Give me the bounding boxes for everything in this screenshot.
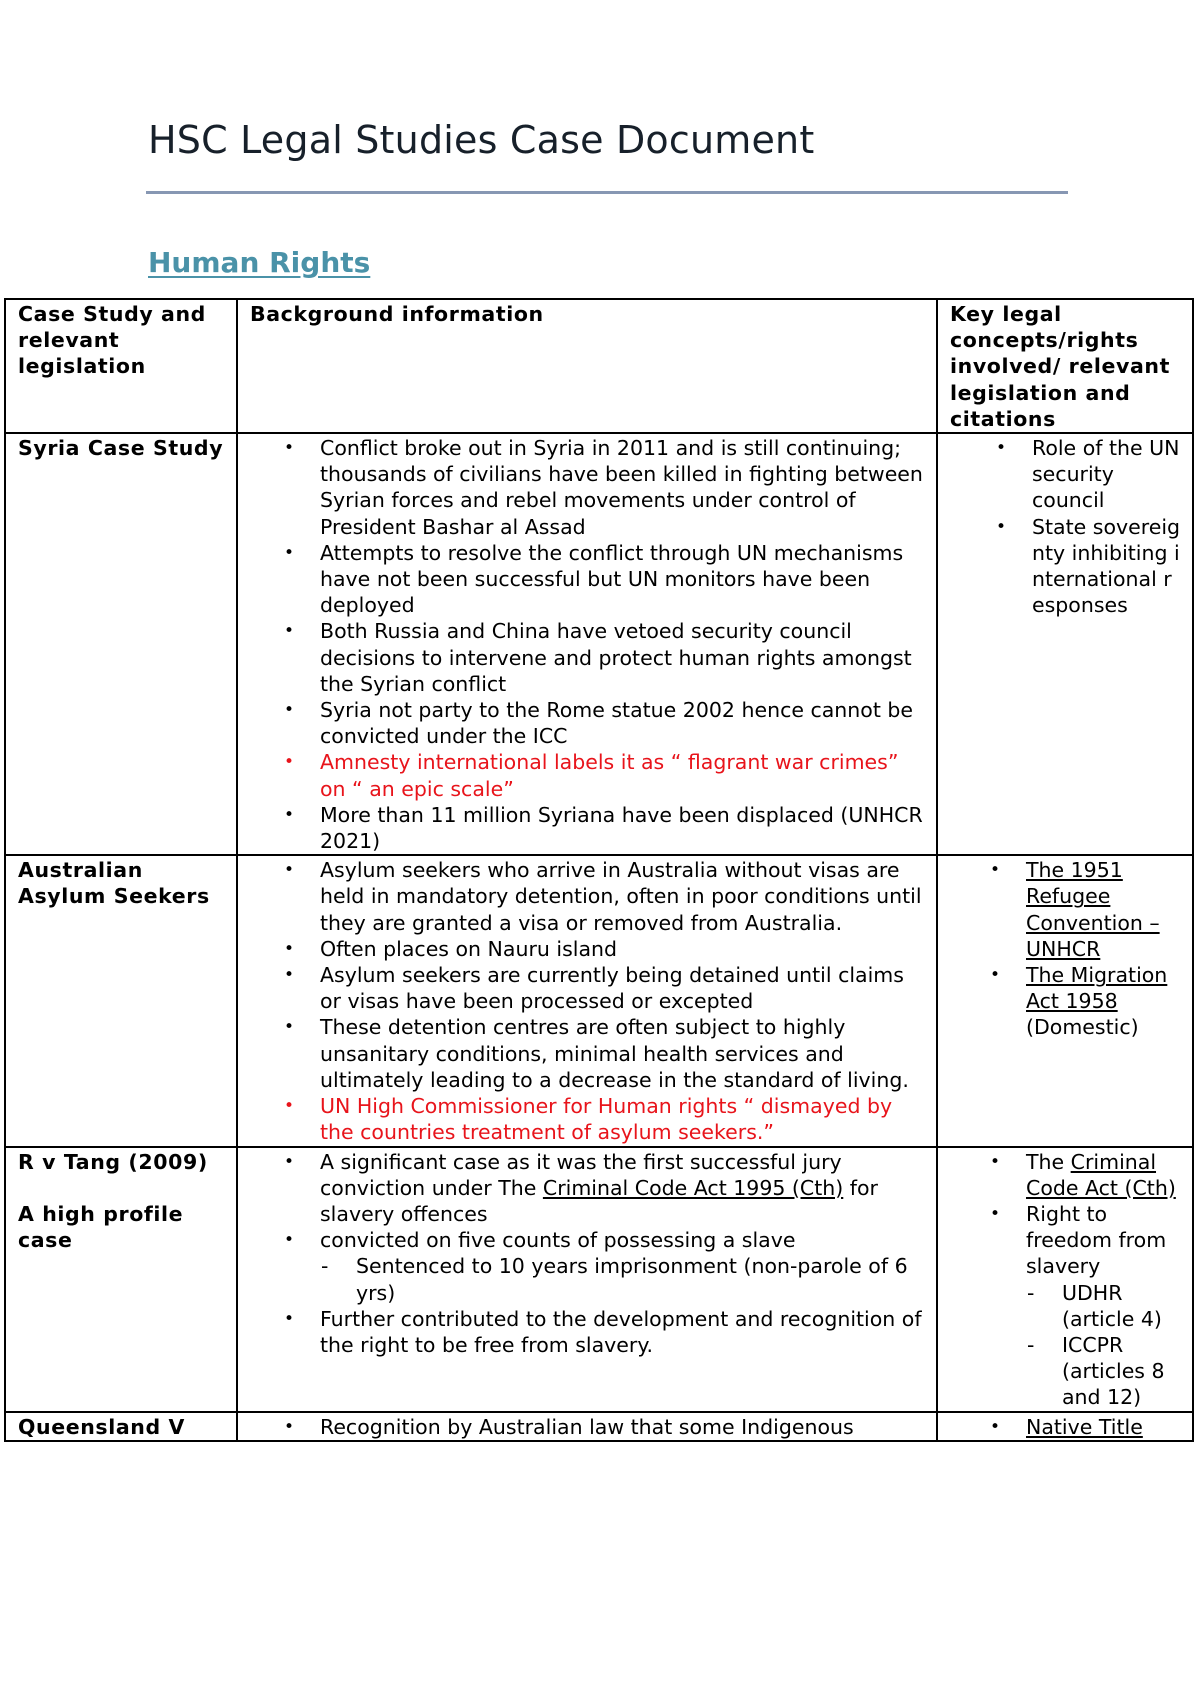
text-fragment: convicted on five counts of possessing a slave	[320, 1228, 796, 1253]
background-cell	[237, 855, 937, 1146]
document-title: HSC Legal Studies Case Document	[148, 118, 815, 162]
criminal-code-link[interactable]: Criminal Code Act 1995 (Cth)	[542, 1175, 844, 1200]
text-fragment: Right to freedom from slavery	[1026, 1201, 1167, 1279]
title-divider	[146, 191, 1068, 194]
key-concepts-cell	[937, 433, 1193, 855]
list-item: • Syria not party to the Rome statue 2002 hence cannot be convicted under the ICC	[320, 697, 926, 749]
criminal-code-act-link[interactable]: Criminal Code Act (Cth)	[1026, 1149, 1176, 1200]
list-item	[320, 1227, 926, 1306]
highlighted-quote: • UN High Commissioner for Human rights “ dismayed by the countries treatment of asylum seekers.”	[320, 1093, 926, 1145]
list-item	[1026, 857, 1182, 962]
case-name: Australian Asylum Seekers	[18, 858, 210, 909]
key-concepts-cell	[937, 1412, 1193, 1441]
background-cell	[237, 1412, 937, 1441]
case-subtitle: A high profile case	[18, 1201, 184, 1252]
list-item: • Role of the UN security council	[1032, 435, 1182, 514]
case-table	[4, 298, 1194, 1442]
key-concepts-cell	[937, 1147, 1193, 1412]
header-background: Background information	[237, 299, 937, 433]
list-item	[320, 1149, 926, 1228]
list-item: • Both Russia and China have vetoed security council decisions to intervene and protect human rights amongst the Syrian conflict	[320, 618, 926, 697]
sub-list-item: - Sentenced to 10 years imprisonment (non-parole of 6 yrs)	[356, 1253, 926, 1305]
case-cell	[5, 433, 237, 855]
header-key-concepts: Key legal concepts/rights involved/ relevant legislation and citations	[937, 299, 1193, 433]
list-item: • Further contributed to the development and recognition of the right to be free from slavery.	[320, 1306, 926, 1358]
background-cell	[237, 1147, 937, 1412]
text-fragment: A significant case as it was the first successful jury conviction under The	[320, 1149, 842, 1200]
table-row	[5, 1412, 1193, 1441]
list-item	[1026, 1414, 1182, 1440]
case-name: Queensland V	[18, 1414, 185, 1439]
list-item: • Recognition by Australian law that some Indigenous	[320, 1414, 926, 1440]
background-cell	[237, 433, 937, 855]
case-cell	[5, 1412, 237, 1441]
table-row	[5, 433, 1193, 855]
table-row	[5, 1147, 1193, 1412]
list-item	[1026, 1201, 1182, 1411]
section-heading: Human Rights	[148, 246, 371, 279]
case-name: R v Tang (2009)	[18, 1149, 208, 1174]
list-item: • Often places on Nauru island	[320, 936, 926, 962]
list-item: • Asylum seekers who arrive in Australia without visas are held in mandatory detention, often in poor conditions until they are granted a visa or removed from Australia.	[320, 857, 926, 936]
case-name: Syria Case Study	[18, 436, 224, 461]
sub-list-item: - ICCPR (articles 8 and 12)	[1062, 1332, 1182, 1411]
key-concepts-cell	[937, 855, 1193, 1146]
native-title-link[interactable]: Native Title	[1026, 1414, 1143, 1439]
table-row	[5, 855, 1193, 1146]
sub-list-item: - UDHR (article 4)	[1062, 1280, 1182, 1332]
refugee-convention-link[interactable]: The 1951 Refugee Convention – UNHCR	[1026, 858, 1160, 961]
list-item: • Attempts to resolve the conflict through UN mechanisms have not been successful but UN monitors have been deployed	[320, 540, 926, 619]
migration-act-link[interactable]: The Migration Act 1958	[1026, 963, 1168, 1014]
list-item	[1026, 962, 1182, 1041]
list-item: • Conflict broke out in Syria in 2011 and is still continuing; thousands of civilians have been killed in fighting between Syrian forces and rebel movements under control of President Bashar al Assad	[320, 435, 926, 540]
domestic-note: (Domestic)	[1026, 1015, 1139, 1040]
header-case-study: Case Study and relevant legislation	[5, 299, 237, 433]
list-item: • State sovereignty inhibiting international responses	[1032, 514, 1182, 619]
case-cell	[5, 855, 237, 1146]
list-item: • More than 11 million Syriana have been displaced (UNHCR 2021)	[320, 802, 926, 854]
list-item	[1026, 1149, 1182, 1201]
highlighted-quote: • Amnesty international labels it as “ flagrant war crimes” on “ an epic scale”	[320, 749, 926, 801]
case-cell	[5, 1147, 237, 1412]
table-header-row	[5, 299, 1193, 433]
text-fragment: The	[1026, 1149, 1071, 1174]
text-fragment: for slavery offences	[320, 1175, 878, 1226]
list-item: • These detention centres are often subject to highly unsanitary conditions, minimal health services and ultimately leading to a decrease in the standard of living.	[320, 1014, 926, 1093]
list-item: • Asylum seekers are currently being detained until claims or visas have been processed or excepted	[320, 962, 926, 1014]
